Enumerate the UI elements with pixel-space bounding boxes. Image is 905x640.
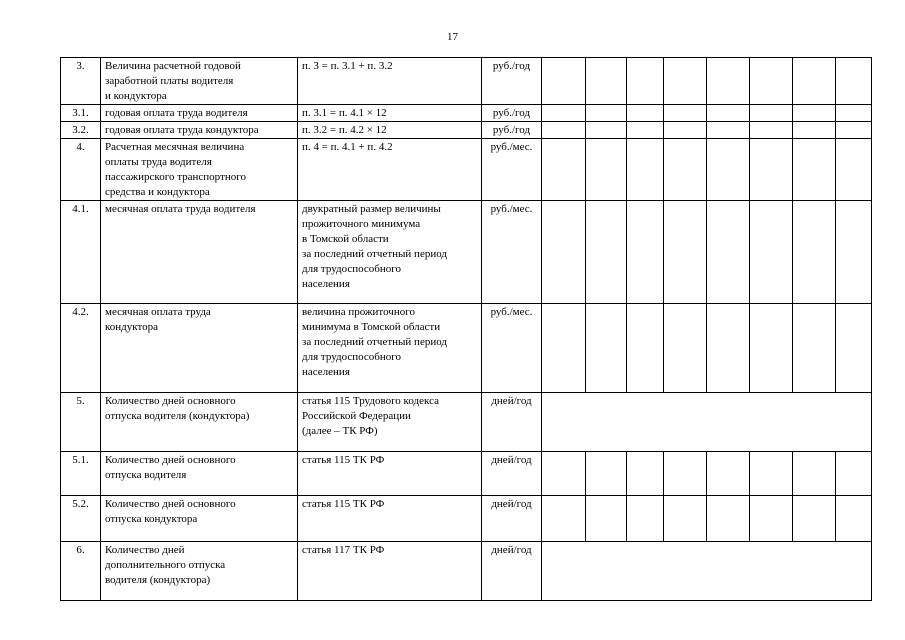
value-cell xyxy=(793,105,836,122)
unit-of-measure: руб./мес. xyxy=(482,139,542,201)
calculation-basis xyxy=(298,58,482,105)
row-number: 3.1. xyxy=(61,105,101,122)
text-line: минимума в Томской области xyxy=(302,321,441,333)
value-cell xyxy=(707,58,750,105)
table-row xyxy=(61,496,872,542)
value-cell xyxy=(664,58,707,105)
text-line: (далее – ТК РФ) xyxy=(302,425,378,437)
text-line: годовая оплата труда водителя xyxy=(105,107,248,119)
text-line: Количество дней основного xyxy=(105,498,236,510)
value-cell xyxy=(664,496,707,542)
table-row xyxy=(61,393,872,452)
text-line: в Томской области xyxy=(302,233,389,245)
text-line: средства и кондуктора xyxy=(105,186,210,198)
text-line: отпуска водителя xyxy=(105,469,187,481)
text-line: п. 3.1 = п. 4.1 × 12 xyxy=(302,107,387,119)
value-cell xyxy=(627,58,664,105)
text-line: Величина расчетной годовой xyxy=(105,60,241,72)
value-cell xyxy=(836,496,872,542)
text-line: оплаты труда водителя xyxy=(105,156,212,168)
value-cell xyxy=(542,304,586,393)
indicator-name xyxy=(101,393,298,452)
value-cell xyxy=(750,496,793,542)
value-cell xyxy=(627,139,664,201)
value-cell xyxy=(707,105,750,122)
text-line: двукратный размер величины xyxy=(302,203,441,215)
indicator-name xyxy=(101,304,298,393)
text-line: за последний отчетный период xyxy=(302,248,447,260)
text-line: месячная оплата труда водителя xyxy=(105,203,256,215)
text-line: Количество дней xyxy=(105,544,185,556)
row-number: 3.2. xyxy=(61,122,101,139)
row-number: 3. xyxy=(61,58,101,105)
value-cell xyxy=(627,496,664,542)
calculation-basis xyxy=(298,304,482,393)
calculation-basis xyxy=(298,122,482,139)
value-cell xyxy=(750,122,793,139)
value-cell xyxy=(836,58,872,105)
value-cell xyxy=(664,452,707,496)
value-cell xyxy=(836,105,872,122)
calculation-basis xyxy=(298,139,482,201)
value-cell xyxy=(627,105,664,122)
value-cell xyxy=(836,452,872,496)
text-line: величина прожиточного xyxy=(302,306,415,318)
indicator-name xyxy=(101,542,298,601)
indicator-name xyxy=(101,201,298,304)
text-line: Расчетная месячная величина xyxy=(105,141,245,153)
value-cell xyxy=(707,304,750,393)
indicator-name xyxy=(101,122,298,139)
value-cell xyxy=(664,304,707,393)
text-line: Количество дней основного xyxy=(105,395,236,407)
text-line: пассажирского транспортного xyxy=(105,171,246,183)
text-line: и кондуктора xyxy=(105,90,167,102)
unit-of-measure: дней/год xyxy=(482,496,542,542)
text-line: населения xyxy=(302,366,350,378)
value-cell xyxy=(836,122,872,139)
value-cell xyxy=(627,122,664,139)
text-line: кондуктора xyxy=(105,321,159,333)
unit-of-measure: дней/год xyxy=(482,542,542,601)
norms-table xyxy=(60,57,872,601)
unit-of-measure: руб./год xyxy=(482,105,542,122)
text-line: п. 4 = п. 4.1 + п. 4.2 xyxy=(302,141,393,153)
calculation-basis xyxy=(298,542,482,601)
value-cell xyxy=(664,105,707,122)
indicator-name xyxy=(101,58,298,105)
merged-value-cell xyxy=(542,542,872,601)
unit-of-measure: дней/год xyxy=(482,452,542,496)
value-cell xyxy=(793,304,836,393)
table-row xyxy=(61,139,872,201)
text-line: за последний отчетный период xyxy=(302,336,447,348)
text-line: заработной платы водителя xyxy=(105,75,234,87)
page-number: 17 xyxy=(447,31,458,43)
value-cell xyxy=(707,201,750,304)
value-cell xyxy=(793,496,836,542)
value-cell xyxy=(793,201,836,304)
row-number: 4. xyxy=(61,139,101,201)
indicator-name xyxy=(101,452,298,496)
indicator-name xyxy=(101,139,298,201)
value-cell xyxy=(586,201,627,304)
text-line: для трудоспособного xyxy=(302,351,402,363)
table-row xyxy=(61,304,872,393)
value-cell xyxy=(664,139,707,201)
text-line: годовая оплата труда кондуктора xyxy=(105,124,259,136)
value-cell xyxy=(707,139,750,201)
value-cell xyxy=(586,452,627,496)
value-cell xyxy=(586,139,627,201)
value-cell xyxy=(707,496,750,542)
value-cell xyxy=(542,201,586,304)
row-number: 4.2. xyxy=(61,304,101,393)
row-number: 5.1. xyxy=(61,452,101,496)
unit-of-measure: руб./мес. xyxy=(482,201,542,304)
value-cell xyxy=(707,122,750,139)
unit-of-measure: руб./год xyxy=(482,122,542,139)
row-number: 5.2. xyxy=(61,496,101,542)
value-cell xyxy=(586,105,627,122)
value-cell xyxy=(542,105,586,122)
merged-value-cell xyxy=(542,393,872,452)
value-cell xyxy=(664,122,707,139)
value-cell xyxy=(793,139,836,201)
row-number: 5. xyxy=(61,393,101,452)
text-line: п. 3.2 = п. 4.2 × 12 xyxy=(302,124,387,136)
value-cell xyxy=(586,304,627,393)
value-cell xyxy=(750,58,793,105)
value-cell xyxy=(750,139,793,201)
value-cell xyxy=(793,58,836,105)
text-line: отпуска кондуктора xyxy=(105,513,198,525)
unit-of-measure: руб./мес. xyxy=(482,304,542,393)
calculation-basis xyxy=(298,496,482,542)
indicator-name xyxy=(101,496,298,542)
unit-of-measure: руб./год xyxy=(482,58,542,105)
table-row xyxy=(61,201,872,304)
calculation-basis xyxy=(298,452,482,496)
text-line: статья 115 Трудового кодекса xyxy=(302,395,439,407)
text-line: водителя (кондуктора) xyxy=(105,574,211,586)
text-line: отпуска водителя (кондуктора) xyxy=(105,410,250,422)
value-cell xyxy=(586,496,627,542)
table-row xyxy=(61,122,872,139)
value-cell xyxy=(627,452,664,496)
value-cell xyxy=(542,122,586,139)
calculation-basis xyxy=(298,105,482,122)
value-cell xyxy=(836,304,872,393)
value-cell xyxy=(793,122,836,139)
value-cell xyxy=(707,452,750,496)
value-cell xyxy=(542,452,586,496)
value-cell xyxy=(627,304,664,393)
value-cell xyxy=(586,58,627,105)
value-cell xyxy=(627,201,664,304)
row-number: 6. xyxy=(61,542,101,601)
value-cell xyxy=(664,201,707,304)
value-cell xyxy=(793,452,836,496)
text-line: статья 115 ТК РФ xyxy=(302,454,385,466)
text-line: Количество дней основного xyxy=(105,454,236,466)
value-cell xyxy=(836,139,872,201)
text-line: прожиточного минимума xyxy=(302,218,421,230)
value-cell xyxy=(750,452,793,496)
value-cell xyxy=(836,201,872,304)
calculation-basis xyxy=(298,393,482,452)
row-number: 4.1. xyxy=(61,201,101,304)
value-cell xyxy=(542,139,586,201)
value-cell xyxy=(542,58,586,105)
unit-of-measure: дней/год xyxy=(482,393,542,452)
value-cell xyxy=(750,105,793,122)
value-cell xyxy=(750,304,793,393)
text-line: месячная оплата труда xyxy=(105,306,211,318)
text-line: п. 3 = п. 3.1 + п. 3.2 xyxy=(302,60,393,72)
text-line: дополнительного отпуска xyxy=(105,559,226,571)
table-row xyxy=(61,105,872,122)
value-cell xyxy=(750,201,793,304)
value-cell xyxy=(586,122,627,139)
calculation-basis xyxy=(298,201,482,304)
text-line: статья 115 ТК РФ xyxy=(302,498,385,510)
text-line: для трудоспособного xyxy=(302,263,402,275)
table-row xyxy=(61,452,872,496)
text-line: населения xyxy=(302,278,350,290)
table-row xyxy=(61,58,872,105)
table-row xyxy=(61,542,872,601)
text-line: статья 117 ТК РФ xyxy=(302,544,385,556)
value-cell xyxy=(542,496,586,542)
indicator-name xyxy=(101,105,298,122)
text-line: Российской Федерации xyxy=(302,410,411,422)
